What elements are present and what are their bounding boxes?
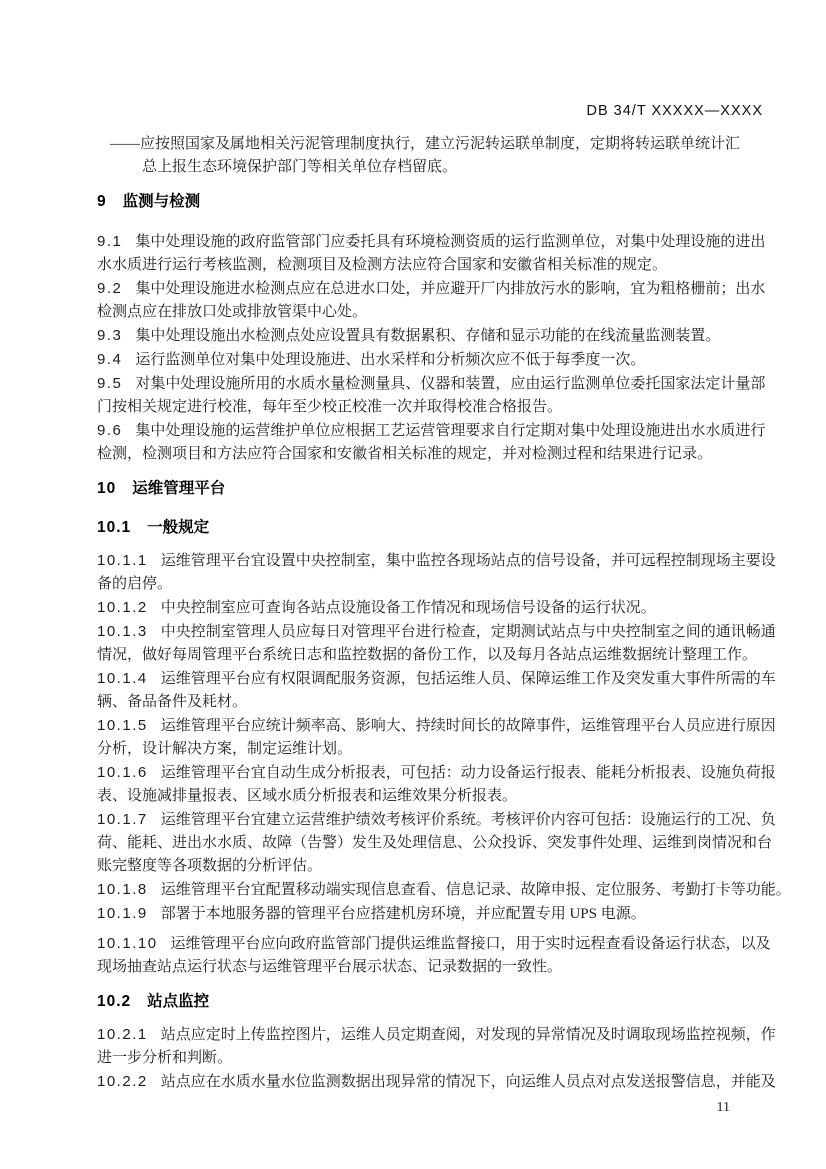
text-line (97, 808, 776, 832)
clause-9.2 (97, 277, 766, 324)
clause-text: 站点应定时上传监控图片，运维人员定期查阅，对发现的异常情况及时调取现场监控视频，作 (160, 1027, 776, 1043)
running-header (97, 103, 763, 120)
clause-number: 10.1.1 (97, 552, 148, 569)
text-line: 情况，做好每周管理平台系统日志和监控数据的备份工作，以及每月各站点运维数据统计整理工作。 (97, 647, 758, 663)
text-line (97, 419, 766, 443)
heading-title: 一般规定 (147, 519, 210, 536)
text-line (97, 230, 766, 254)
clause-number: 10.1.3 (97, 623, 148, 640)
text-line (97, 277, 766, 301)
page-number: 11 (716, 1100, 730, 1115)
clause-number: 10.1.6 (97, 764, 148, 781)
clause-10.1.4 (97, 667, 776, 714)
text-line: 荷、能耗、进出水水质、故障（告警）发生及处理信息、公众投诉、突发事件处理、运维到岗情况和台 (97, 835, 773, 851)
clause-9.4 (97, 348, 763, 372)
clause-number: 9.5 (97, 375, 123, 392)
clause-text: 运维管理平台宜建立运营维护绩效考核评价系统。考核评价内容可包括：设施运行的工况、负 (160, 812, 776, 828)
heading-10 (97, 478, 763, 499)
clause-text: 运维管理平台应统计频率高、影响大、持续时间长的故障事件，运维管理平台人员应进行原因 (160, 718, 776, 734)
clause-number: 10.1.9 (97, 905, 148, 922)
dash-list-item (97, 133, 763, 179)
clause-number: 10.2.1 (97, 1026, 148, 1043)
text-line (97, 878, 791, 902)
clause-text: 运维管理平台宜配置移动端实现信息查看、信息记录、故障申报、定位服务、考勤打卡等功能。 (160, 882, 791, 898)
text-line: 检测，检测项目和方法应符合国家和安徽省相关标准的规定，并对检测过程和结果进行记录。 (97, 446, 713, 462)
text-line: 辆、备品备件及耗材。 (97, 694, 248, 710)
clause-number: 10.1.2 (97, 599, 148, 616)
clause-number: 9.4 (97, 351, 123, 368)
clause-number: 10.2.2 (97, 1073, 148, 1090)
clause-number: 10.1.7 (97, 811, 148, 828)
clause-text: 部署于本地服务器的管理平台应搭建机房环境，并应配置专用 UPS 电源。 (160, 906, 646, 922)
heading-title: 运维管理平台 (132, 480, 226, 497)
clause-text: 中央控制室管理人员应每日对管理平台进行检查，定期测试站点与中央控制室之间的通讯畅通 (160, 624, 776, 640)
clause-number: 10.1.5 (97, 717, 148, 734)
text-line (97, 714, 776, 738)
text-line (97, 1023, 776, 1047)
text-line (97, 372, 766, 396)
clause-10.1.7 (97, 808, 776, 878)
heading-title: 站点监控 (147, 993, 210, 1010)
clause-text: 运行监测单位对集中处理设施进、出水采样和分析频次应不低于每季度一次。 (135, 352, 646, 368)
clause-text: 中央控制室应可查询各站点设施设备工作情况和现场信号设备的运行状况。 (160, 600, 656, 616)
clause-10.1.8 (97, 878, 791, 902)
clause-9.5 (97, 372, 766, 419)
text-line (97, 761, 776, 785)
clause-10.1.6 (97, 761, 776, 808)
standard-code: DB 34/T XXXXX—XXXX (586, 103, 763, 119)
clause-10.1.10 (97, 932, 771, 979)
clause-text: 集中处理设施进水检测点应在总进水口处，并应避开厂内排放污水的影响，宜为粗格栅前；出水 (135, 281, 766, 297)
text-line (97, 324, 763, 348)
clause-text: 集中处理设施的运营维护单位应根据工艺运营管理要求自行定期对集中处理设施进出水水质进行 (135, 423, 766, 439)
clause-9.6 (97, 419, 766, 466)
heading-number: 10 (97, 480, 117, 497)
text-line: ——应按照国家及属地相关污泥管理制度执行，建立污泥转运联单制度，定期将转运联单统计汇 (110, 136, 741, 152)
document-body (97, 133, 791, 1094)
heading-9 (97, 191, 763, 212)
clause-number: 10.1.10 (97, 935, 158, 952)
text-line: 水水质进行运行考核监测，检测项目及检测方法应符合国家和安徽省相关标准的规定。 (97, 257, 668, 273)
text-line: 现场抽查站点运行状态与运维管理平台展示状态、记录数据的一致性。 (97, 959, 563, 975)
heading-number: 10.2 (97, 993, 132, 1010)
clause-text: 运维管理平台应有权限调配服务资源，包括运维人员、保障运维工作及突发重大事件所需的车 (160, 671, 776, 687)
clause-text: 集中处理设施出水检测点处应设置具有数据累积、存储和显示功能的在线流量监测装置。 (135, 328, 721, 344)
text-line: 总上报生态环境保护部门等相关单位存档留底。 (142, 159, 458, 175)
clause-number: 9.3 (97, 327, 123, 344)
clause-10.2.1 (97, 1023, 776, 1070)
heading-10.2 (97, 991, 763, 1012)
text-line: 表、设施减排量报表、区域水质分析报表和运维效果分析报表。 (97, 788, 518, 804)
clause-10.1.2 (97, 596, 763, 620)
clause-text: 对集中处理设施所用的水质水量检测量具、仪器和装置，应由运行监测单位委托国家法定计量部 (135, 376, 766, 392)
text-line (97, 667, 776, 691)
clause-text: 站点应在水质水量水位监测数据出现异常的情况下，向运维人员点对点发送报警信息，并能及 (160, 1074, 776, 1090)
text-line: 门按相关规定进行校准，每年至少校正校准一次并取得校准合格报告。 (97, 399, 563, 415)
clause-10.1.1 (97, 549, 776, 596)
clause-10.1.3 (97, 620, 776, 667)
clause-text: 集中处理设施的政府监管部门应委托具有环境检测资质的运行监测单位，对集中处理设施的进出 (135, 234, 766, 250)
clause-number: 9.6 (97, 422, 123, 439)
clause-number: 9.1 (97, 233, 123, 250)
text-line: 进一步分析和判断。 (97, 1050, 233, 1066)
clause-number: 10.1.8 (97, 881, 148, 898)
clause-9.3 (97, 324, 763, 348)
text-line (97, 1070, 776, 1094)
text-line (97, 348, 763, 372)
clause-text: 运维管理平台宜自动生成分析报表，可包括：动力设备运行报表、能耗分析报表、设施负荷报 (160, 765, 776, 781)
page-footer (97, 1100, 763, 1116)
text-line: 备的启停。 (97, 576, 173, 592)
heading-number: 9 (97, 193, 107, 210)
text-line (97, 902, 763, 926)
text-line (97, 932, 771, 956)
text-line: 检测点应在排放口处或排放管渠中心处。 (97, 304, 368, 320)
heading-number: 10.1 (97, 519, 132, 536)
text-line: 分析，设计解决方案，制定运维计划。 (97, 741, 353, 757)
text-line (97, 596, 763, 620)
text-line (97, 549, 776, 573)
text-line: 账完整度等各项数据的分析评估。 (97, 858, 323, 874)
clause-number: 10.1.4 (97, 670, 148, 687)
heading-title: 监测与检测 (122, 193, 201, 210)
text-line (97, 620, 776, 644)
clause-number: 9.2 (97, 280, 123, 297)
clause-10.1.5 (97, 714, 776, 761)
clause-text: 运维管理平台应向政府监管部门提供运维监督接口，用于实时远程查看设备运行状态，以及 (170, 936, 771, 952)
clause-10.1.9 (97, 902, 763, 926)
heading-10.1 (97, 517, 763, 538)
clause-text: 运维管理平台宜设置中央控制室，集中监控各现场站点的信号设备，并可远程控制现场主要设 (160, 553, 776, 569)
clause-9.1 (97, 230, 766, 277)
clause-10.2.2 (97, 1070, 776, 1094)
